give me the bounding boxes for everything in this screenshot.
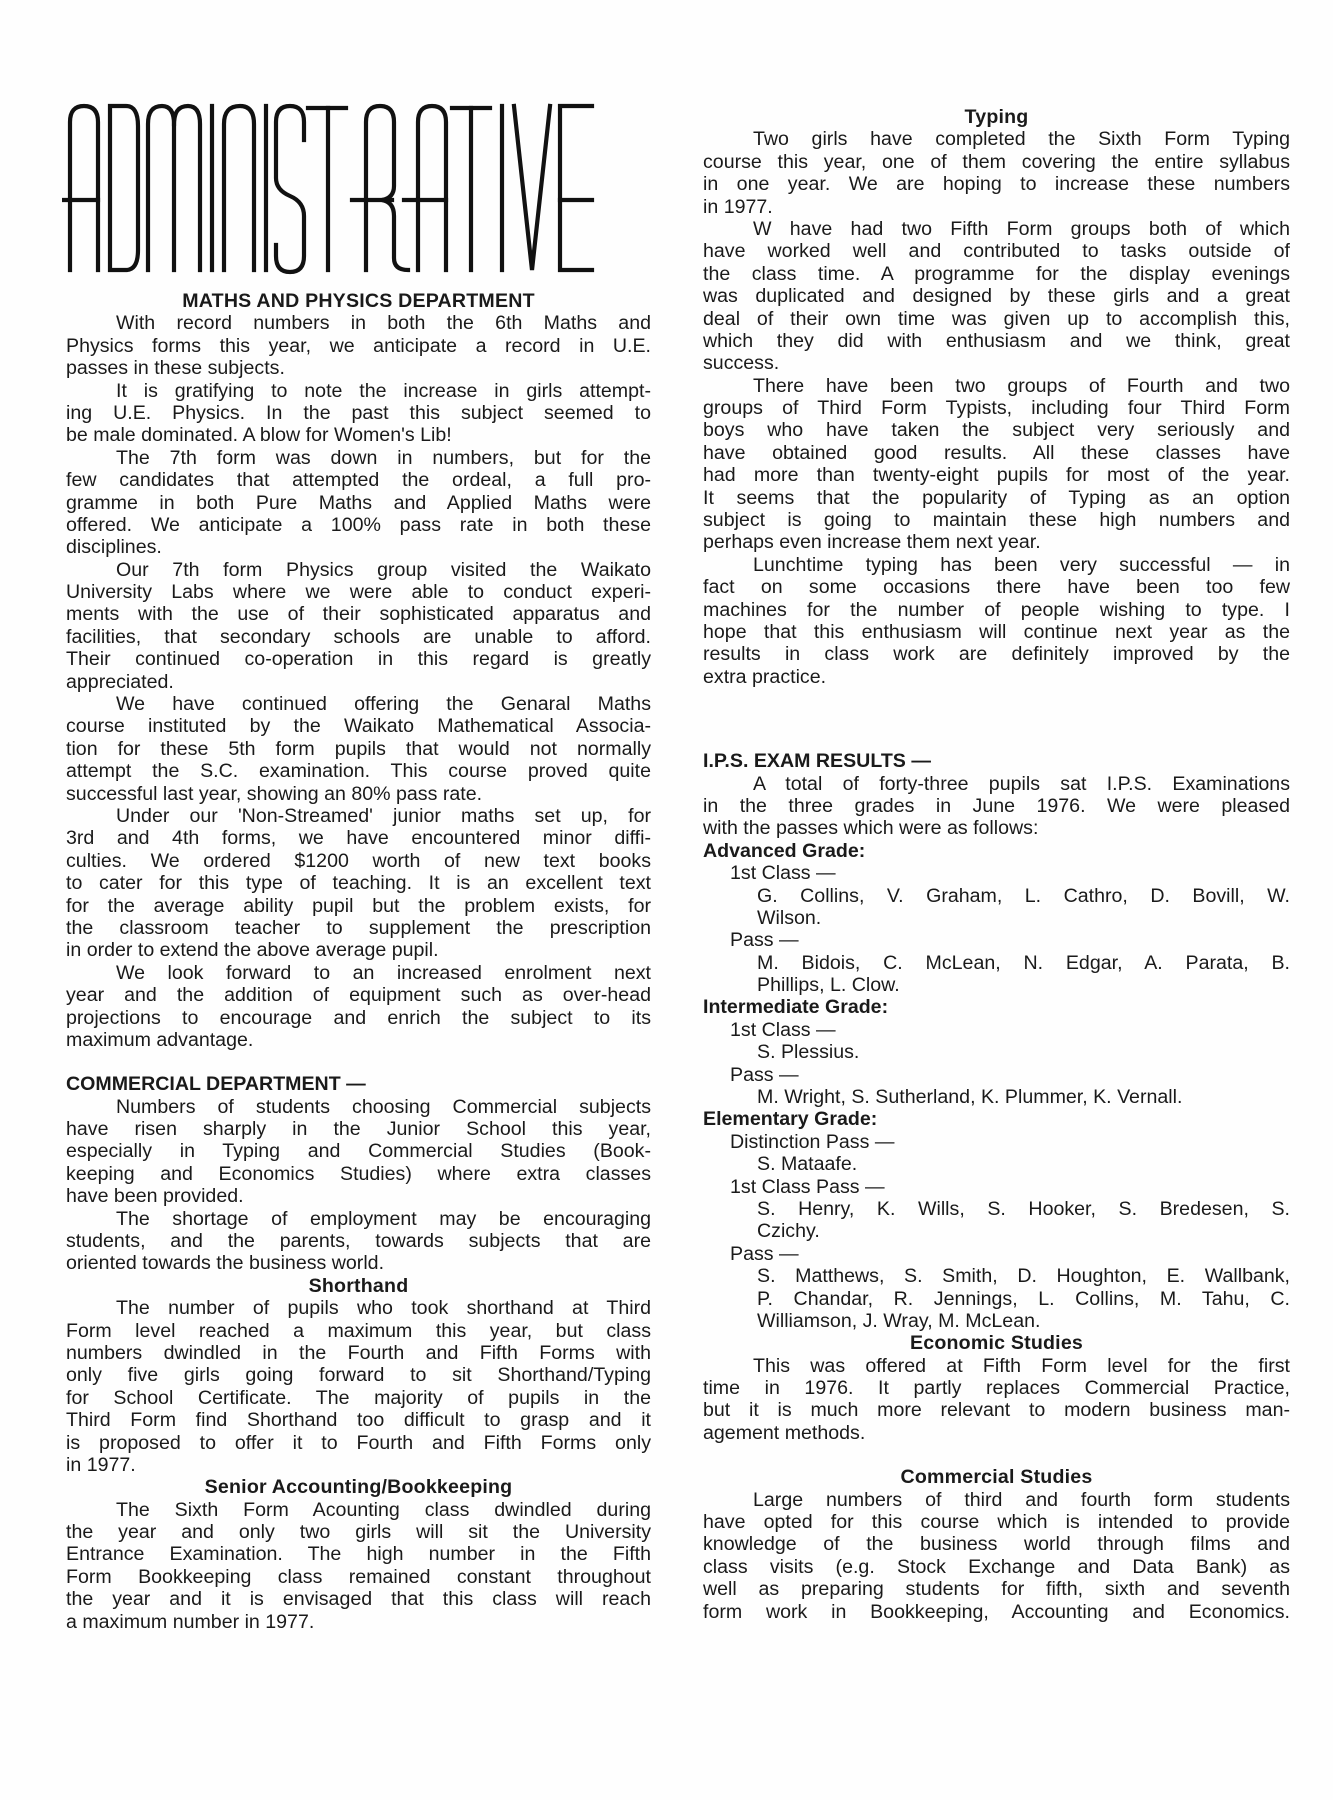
names-line: Czichy. bbox=[757, 1220, 820, 1243]
text-line: time in 1976. It partly replaces Commercial Practice, bbox=[703, 1377, 1290, 1400]
names-line: Phillips, L. Clow. bbox=[757, 974, 900, 997]
class-label: Distinction Pass — bbox=[730, 1130, 895, 1153]
text-line: with the passes which were as follows: bbox=[703, 817, 1039, 840]
text-line: It is gratifying to note the increase in girls attempt- bbox=[116, 379, 651, 402]
title-letter-a2 bbox=[404, 106, 446, 270]
text-line: gramme in both Pure Maths and Applied Maths were bbox=[66, 491, 651, 514]
grade-elementary bbox=[703, 1108, 1290, 1332]
text-line: attempt the S.C. examination. This course proved quite bbox=[66, 760, 651, 783]
text-line: is proposed to offer it to Fourth and Fifth Forms only bbox=[66, 1431, 651, 1454]
text-line: Form Bookkeeping class remained constant throughout bbox=[66, 1565, 651, 1588]
paragraph bbox=[703, 375, 1290, 554]
text-line: to cater for this type of teaching. It is an excellent text bbox=[66, 872, 651, 895]
text-line: Large numbers of third and fourth form students bbox=[753, 1488, 1290, 1511]
accounting-section bbox=[66, 1476, 651, 1633]
text-line: oriented towards the business world. bbox=[66, 1252, 385, 1275]
subsection-heading: Typing bbox=[964, 106, 1029, 128]
text-line: subject is going to maintain these high numbers and bbox=[703, 509, 1290, 532]
text-line: in order to extend the above average pupil. bbox=[66, 939, 439, 962]
paragraph bbox=[66, 312, 651, 379]
text-line: We have continued offering the Genaral Maths bbox=[116, 693, 651, 716]
names-line: Williamson, J. Wray, M. McLean. bbox=[757, 1309, 1041, 1332]
text-line: This was offered at Fifth Form level for the first bbox=[753, 1354, 1290, 1377]
text-line: Third Form find Shorthand too difficult to grasp and it bbox=[66, 1409, 651, 1432]
text-line: had more than twenty-eight pupils for most of the year. bbox=[703, 464, 1290, 487]
subsection-heading: Shorthand bbox=[308, 1274, 409, 1297]
text-line: passes in these subjects. bbox=[66, 357, 285, 380]
paragraph bbox=[703, 554, 1290, 688]
text-line: A total of forty-three pupils sat I.P.S. Examinations bbox=[753, 772, 1290, 795]
text-line: for School Certificate. The majority of pupils in the bbox=[66, 1386, 651, 1409]
text-line: projections to encourage and enrich the subject to its bbox=[66, 1006, 651, 1029]
text-line: the year and only two girls will sit the University bbox=[66, 1521, 651, 1544]
paragraph bbox=[703, 1355, 1290, 1445]
text-line: offered. We anticipate a 100% pass rate in both these bbox=[66, 513, 651, 536]
commercial-studies-section bbox=[703, 1466, 1290, 1623]
text-line: students, and the parents, towards subjects that are bbox=[66, 1230, 651, 1253]
text-line: Physics forms this year, we anticipate a record in U.E. bbox=[66, 334, 651, 357]
text-line: the class time. A programme for the display evenings bbox=[703, 262, 1290, 285]
paragraph bbox=[703, 1489, 1290, 1623]
title-letter-d bbox=[110, 106, 138, 270]
left-column bbox=[66, 290, 651, 1633]
paragraph bbox=[66, 1096, 651, 1208]
text-line: University Labs where we were able to conduct experi- bbox=[66, 581, 651, 604]
shorthand-section bbox=[66, 1275, 651, 1477]
subsection-heading: Commercial Studies bbox=[900, 1466, 1093, 1489]
text-line: the classroom teacher to supplement the prescription bbox=[66, 916, 651, 939]
spacer bbox=[703, 1444, 1290, 1466]
commercial-department-section bbox=[66, 1073, 651, 1275]
text-line: in one year. We are hoping to increase these numbers bbox=[703, 173, 1290, 196]
text-line: The shortage of employment may be encouraging bbox=[116, 1207, 651, 1230]
names-line: M. Wright, S. Sutherland, K. Plummer, K. Vernall. bbox=[757, 1086, 1183, 1109]
text-line: have risen sharply in the Junior School this year, bbox=[66, 1118, 651, 1141]
text-line: successful last year, showing an 80% pass rate. bbox=[66, 782, 483, 805]
class-label: Pass — bbox=[730, 1242, 799, 1265]
text-line: a maximum number in 1977. bbox=[66, 1610, 315, 1633]
paragraph bbox=[66, 962, 651, 1052]
paragraph bbox=[703, 773, 1290, 840]
names-line: P. Chandar, R. Jennings, L. Collins, M. Tahu, C. bbox=[757, 1287, 1290, 1310]
typing-section bbox=[703, 106, 1290, 688]
text-line: in 1977. bbox=[66, 1453, 136, 1476]
text-line: facilities, that secondary schools are unable to afford. bbox=[66, 625, 651, 648]
section-heading: I.P.S. EXAM RESULTS — bbox=[703, 750, 931, 773]
text-line: only five girls going forward to sit Shorthand/Typing bbox=[66, 1364, 651, 1387]
title-letter-e bbox=[560, 106, 592, 270]
text-line: in the three grades in June 1976. We were pleased bbox=[703, 794, 1290, 817]
text-line: few candidates that attempted the ordeal, a full pro- bbox=[66, 469, 651, 492]
text-line: fact on some occasions there have been too few bbox=[703, 576, 1290, 599]
title-letter-a bbox=[62, 106, 98, 270]
maths-physics-section bbox=[66, 290, 651, 1051]
title-letter-r bbox=[352, 106, 408, 270]
text-line: knowledge of the business world through films and bbox=[703, 1533, 1290, 1556]
text-line: course this year, one of them covering the entire syllabus bbox=[703, 150, 1290, 173]
text-line: have been provided. bbox=[66, 1185, 244, 1208]
paragraph bbox=[703, 218, 1290, 375]
text-line: have opted for this course which is intended to provide bbox=[703, 1511, 1290, 1534]
right-column bbox=[703, 106, 1290, 1623]
text-line: ing U.E. Physics. In the past this subject seemed to bbox=[66, 401, 651, 424]
text-line: numbers dwindled in the Fourth and Fifth Forms with bbox=[66, 1341, 651, 1364]
paragraph bbox=[66, 380, 651, 447]
class-label: Pass — bbox=[730, 929, 799, 952]
grade-intermediate bbox=[703, 996, 1290, 1108]
class-label: 1st Class — bbox=[730, 862, 836, 885]
names-line: S. Mataafe. bbox=[757, 1153, 858, 1176]
title-lettering bbox=[62, 100, 657, 290]
text-line: It seems that the popularity of Typing as an option bbox=[703, 486, 1290, 509]
text-line: well as preparing students for fifth, sixth and seventh bbox=[703, 1578, 1290, 1601]
economic-studies-section bbox=[703, 1332, 1290, 1444]
text-line: be male dominated. A blow for Women's Lib! bbox=[66, 424, 452, 447]
paragraph bbox=[66, 1297, 651, 1476]
text-line: Two girls have completed the Sixth Form Typing bbox=[753, 128, 1290, 151]
text-line: appreciated. bbox=[66, 670, 174, 693]
class-label: 1st Class — bbox=[730, 1018, 836, 1041]
text-line: course instituted by the Waikato Mathematical Associa- bbox=[66, 715, 651, 738]
text-line: The Sixth Form Acounting class dwindled during bbox=[116, 1498, 651, 1521]
grade-heading: Elementary Grade: bbox=[703, 1108, 878, 1131]
names-line: Wilson. bbox=[757, 906, 822, 929]
title-letter-m bbox=[148, 106, 200, 270]
text-line: disciplines. bbox=[66, 536, 162, 559]
text-line: Our 7th form Physics group visited the Waikato bbox=[116, 558, 651, 581]
text-line: Lunchtime typing has been very successful — in bbox=[753, 553, 1290, 576]
text-line: 3rd and 4th forms, we have encountered minor diffi- bbox=[66, 827, 651, 850]
text-line: Under our 'Non-Streamed' junior maths set up, for bbox=[116, 804, 651, 827]
title-letter-n bbox=[224, 106, 254, 270]
paragraph bbox=[66, 693, 651, 805]
title-letter-t bbox=[308, 108, 346, 270]
ips-exam-results-section bbox=[703, 750, 1290, 1332]
text-line: year and the addition of equipment such as over-head bbox=[66, 984, 651, 1007]
text-line: was duplicated and designed by these girls and a great bbox=[703, 285, 1290, 308]
names-line: S. Plessius. bbox=[757, 1041, 860, 1064]
text-line: With record numbers in both the 6th Maths and bbox=[116, 312, 651, 335]
text-line: have obtained good results. All these classes have bbox=[703, 441, 1290, 464]
text-line: hope that this enthusiasm will continue next year as the bbox=[703, 620, 1290, 643]
text-line: the year and it is envisaged that this class will reach bbox=[66, 1588, 651, 1611]
text-line: have worked well and contributed to tasks outside of bbox=[703, 240, 1290, 263]
title-letter-t2 bbox=[452, 108, 490, 270]
paragraph bbox=[66, 447, 651, 559]
names-line: M. Bidois, C. McLean, N. Edgar, A. Parata, B. bbox=[757, 951, 1290, 974]
paragraph bbox=[66, 1499, 651, 1633]
grade-heading: Advanced Grade: bbox=[703, 839, 866, 862]
text-line: There have been two groups of Fourth and two bbox=[753, 374, 1290, 397]
text-line: which they did with enthusiasm and we think, great bbox=[703, 329, 1290, 352]
text-line: Numbers of students choosing Commercial subjects bbox=[116, 1095, 651, 1118]
text-line: culties. We ordered $1200 worth of new text books bbox=[66, 849, 651, 872]
spacer bbox=[66, 1051, 651, 1073]
text-line: machines for the number of people wishing to type. I bbox=[703, 598, 1290, 621]
text-line: We look forward to an increased enrolment next bbox=[116, 961, 651, 984]
spacer bbox=[703, 688, 1290, 750]
text-line: W have had two Fifth Form groups both of which bbox=[753, 217, 1290, 240]
text-line: success. bbox=[703, 352, 780, 375]
class-label: 1st Class Pass — bbox=[730, 1175, 885, 1198]
text-line: The number of pupils who took shorthand at Third bbox=[116, 1297, 651, 1320]
page-title bbox=[62, 100, 657, 290]
names-line: G. Collins, V. Graham, L. Cathro, D. Bovill, W. bbox=[757, 884, 1290, 907]
text-line: groups of Third Form Typists, including four Third Form bbox=[703, 397, 1290, 420]
text-line: deal of their own time was given up to accomplish this, bbox=[703, 307, 1290, 330]
subsection-heading: Senior Accounting/Bookkeeping bbox=[204, 1476, 513, 1499]
paragraph bbox=[703, 128, 1290, 218]
text-line: The 7th form was down in numbers, but for the bbox=[116, 446, 651, 469]
subsection-heading: Economic Studies bbox=[909, 1332, 1084, 1355]
grade-heading: Intermediate Grade: bbox=[703, 996, 889, 1019]
paragraph bbox=[66, 805, 651, 962]
grade-advanced bbox=[703, 840, 1290, 997]
text-line: perhaps even increase them next year. bbox=[703, 531, 1041, 554]
text-line: results in class work are definitely improved by the bbox=[703, 643, 1290, 666]
text-line: Form level reached a maximum this year, but class bbox=[66, 1319, 651, 1342]
text-line: form work in Bookkeeping, Accounting and Economics. bbox=[703, 1600, 1290, 1623]
text-line: Entrance Examination. The high number in the Fifth bbox=[66, 1543, 651, 1566]
text-line: extra practice. bbox=[703, 665, 827, 688]
title-letter-s bbox=[276, 106, 304, 272]
section-heading: COMMERCIAL DEPARTMENT — bbox=[66, 1073, 366, 1096]
text-line: tion for these 5th form pupils that would not normally bbox=[66, 737, 651, 760]
text-line: in 1977. bbox=[703, 195, 773, 218]
names-line: S. Henry, K. Wills, S. Hooker, S. Bredesen, S. bbox=[757, 1197, 1290, 1220]
names-line: S. Matthews, S. Smith, D. Houghton, E. Wallbank, bbox=[757, 1265, 1290, 1288]
paragraph bbox=[66, 1208, 651, 1275]
paragraph bbox=[66, 559, 651, 693]
section-heading: MATHS AND PHYSICS DEPARTMENT bbox=[182, 290, 535, 312]
text-line: maximum advantage. bbox=[66, 1028, 254, 1051]
text-line: Their continued co-operation in this regard is greatly bbox=[66, 648, 651, 671]
text-line: especially in Typing and Commercial Studies (Book- bbox=[66, 1140, 651, 1163]
text-line: keeping and Economics Studies) where extra classes bbox=[66, 1162, 651, 1185]
text-line: agement methods. bbox=[703, 1421, 866, 1444]
text-line: ments with the use of their sophisticated apparatus and bbox=[66, 603, 651, 626]
text-line: class visits (e.g. Stock Exchange and Data Bank) as bbox=[703, 1555, 1290, 1578]
text-line: boys who have taken the subject very seriously and bbox=[703, 419, 1290, 442]
title-letter-v bbox=[514, 106, 550, 270]
text-line: for the average ability pupil but the problem exists, for bbox=[66, 894, 651, 917]
text-line: but it is much more relevant to modern business man- bbox=[703, 1399, 1290, 1422]
class-label: Pass — bbox=[730, 1063, 799, 1086]
